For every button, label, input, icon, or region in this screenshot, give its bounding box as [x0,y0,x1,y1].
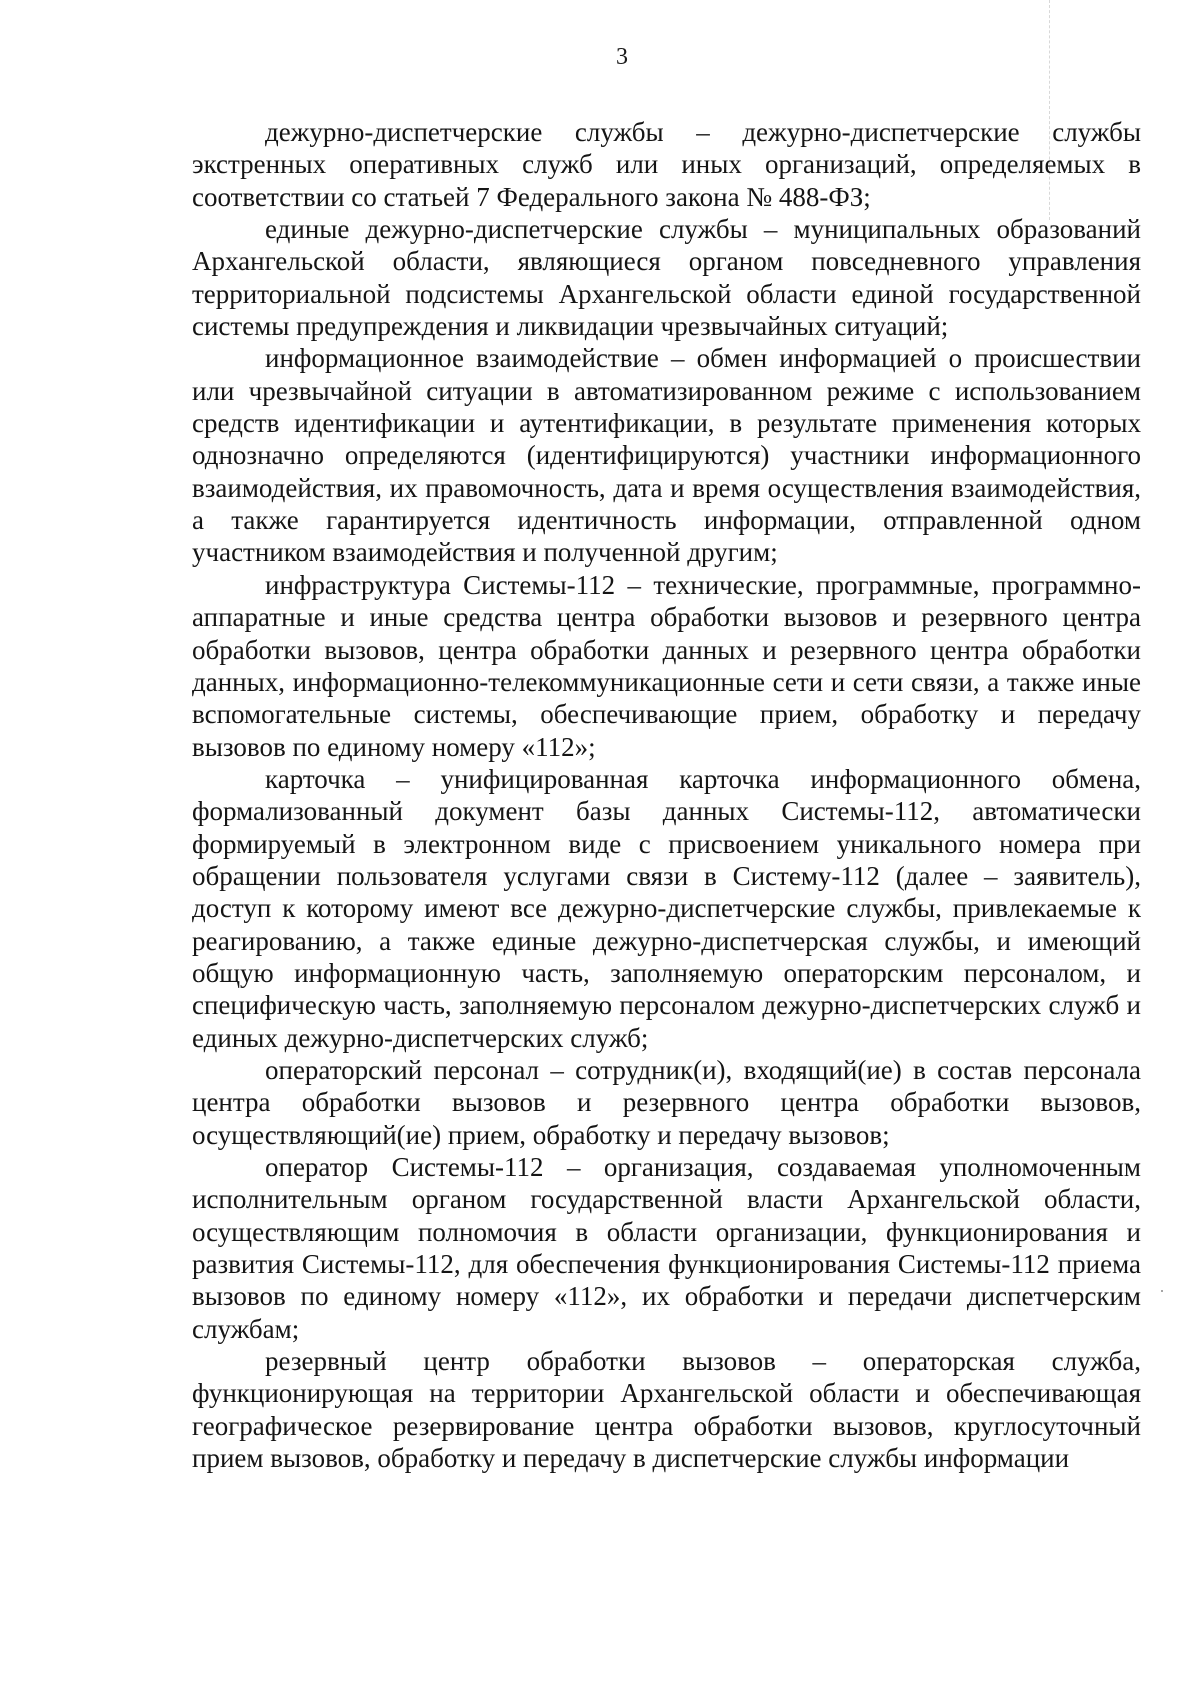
page-number: 3 [616,44,628,70]
paragraph-dispatch-services: дежурно-диспетчерские службы – дежурно-диспетчерские службы экстренных оперативных служб или иных организаций, определяемых в соответствии со статьей 7 Федерального закона № 488-ФЗ; [192,117,1141,212]
paragraph-information-interaction: информационное взаимодействие – обмен информацией о происшествии или чрезвычайной ситуации в автоматизированном режиме с использованием средств идентификации и аутентификации, в результате применения которых однозначно определяются (идентифицируются) участники информационного взаимодействия, их правомочность, дата и время осуществления взаимодействия, а также гарантируется идентичность информации, отправленной одном участником взаимодействия и полученной другим; [192,343,1141,568]
paragraph-unified-dispatch-services: единые дежурно-диспетчерские службы – муниципальных образований Архангельской области, являющиеся органом повседневного управления территориальной подсистемы Архангельской области единой государственной системы предупреждения и ликвидации чрезвычайных ситуаций; [192,214,1141,342]
paragraph-operator-personnel: операторский персонал – сотрудник(и), входящий(ие) в состав персонала центра обработки вызовов и резервного центра обработки вызовов, осуществляющий(ие) прием, обработку и передачу вызовов; [192,1054,1141,1150]
document-body [192,116,1141,1474]
paragraph-backup-call-center: резервный центр обработки вызовов – операторская служба, функционирующая на территории Архангельской области и обеспечивающая географическое резервирование центра обработки вызовов, круглосуточный прием вызовов, обработку и передачу в диспетчерские службы информации [192,1346,1141,1474]
paragraph-system-112-infrastructure: инфраструктура Системы-112 – технические, программные, программно-аппаратные и иные средства центра обработки вызовов и резервного центра обработки вызовов, центра обработки данных и резервного центра обработки данных, информационно-телекоммуникационные сети и сети связи, а также иные вспомогательные системы, обеспечивающие прием, обработку и передачу вызовов по единому номеру «112»; [192,569,1141,762]
scan-speck [1161,1290,1163,1292]
paragraph-system-112-operator: оператор Системы-112 – организация, создаваемая уполномоченным исполнительным органом государственной власти Архангельской области, осуществляющим полномочия в области организации, функционирования и развития Системы-112, для обеспечения функционирования Системы-112 приема вызовов по единому номеру «112», их обработки и передачи диспетчерским службам; [192,1152,1141,1344]
paragraph-card: карточка – унифицированная карточка информационного обмена, формализованный документ базы данных Системы-112, автоматически формируемый в электронном виде с присвоением уникального номера при обращении пользователя услугами связи в Систему-112 (далее – заявитель), доступ к которому имеют все дежурно-диспетчерские службы, привлекаемые к реагированию, а также единые дежурно-диспетчерская службы, и имеющий общую информационную часть, заполняемую операторским персоналом, и специфическую часть, заполняемую персоналом дежурно-диспетчерских служб и единых дежурно-диспетчерских служб; [192,763,1141,1053]
